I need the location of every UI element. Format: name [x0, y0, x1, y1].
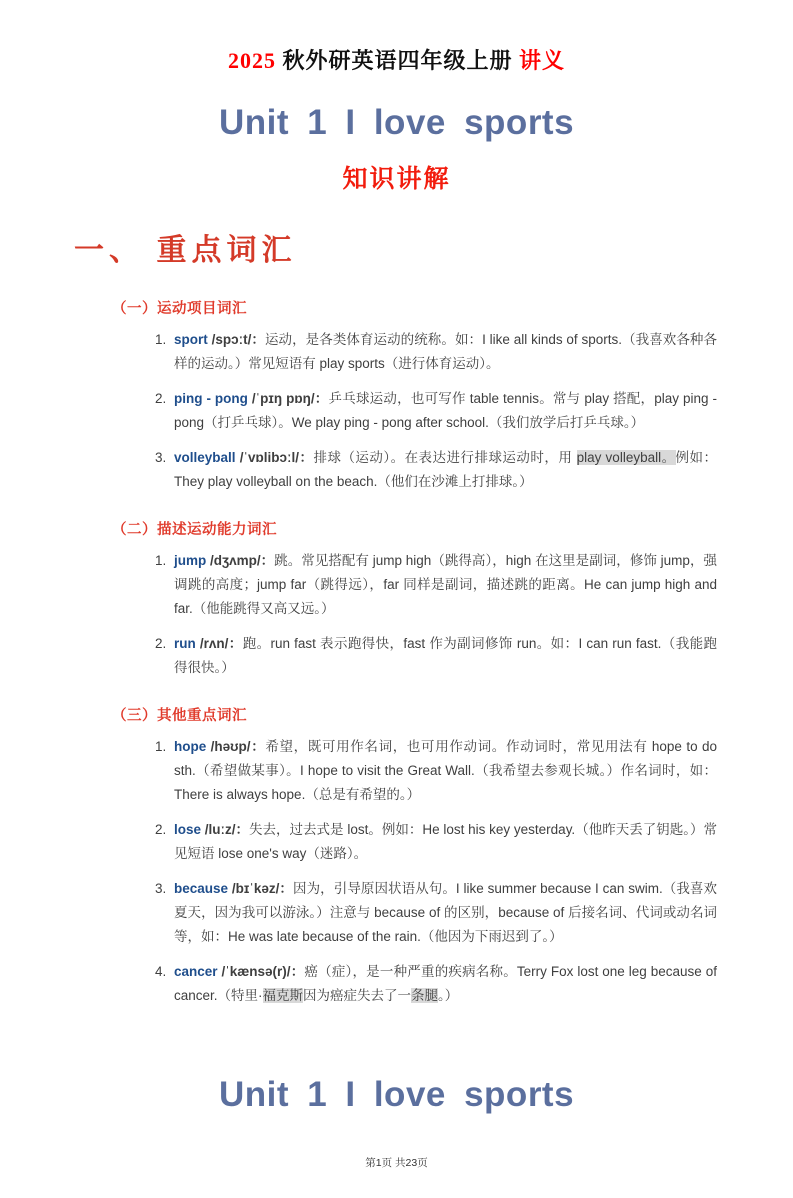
subsection-heading: （二）描述运动能力词汇	[112, 522, 277, 539]
body-text: 跑。run fast 表示跑得快，fast 作为副词修饰 run。如：I can run fast.（我能跑得很快。）	[174, 636, 717, 676]
knowledge-section-heading: 知识讲解	[342, 166, 451, 193]
body-text: 因为癌症失去了一	[303, 988, 412, 1004]
vocab-item-run	[170, 632, 719, 680]
vocab-phonetic: /həʊp/：	[206, 739, 266, 755]
body-text: 跳。常见搭配有 jump high（跳得高），high 在这里是副词，修饰 jump，强调跳的高度；jump far（跳得远），far 同样是副词，描述跳的距离。He can jump high and far.（他能跳得又高又远。）	[174, 553, 717, 617]
vocab-item-because	[170, 877, 719, 949]
unit-heading-bottom: Unit 1 I love sports	[218, 1075, 575, 1115]
body-text: 运动，是各类体育运动的统称。如：I like all kinds of sports.（我喜欢各种各样的运动。）常见短语有 play sports（进行体育运动）。	[174, 332, 717, 372]
vocab-list	[74, 328, 719, 494]
highlighted-text: 福克斯	[262, 988, 304, 1004]
vocab-word: sport	[174, 332, 208, 347]
vocab-list	[74, 549, 719, 680]
subsection-heading: （一）运动项目词汇	[112, 301, 247, 317]
vocab-phonetic: /luːz/：	[201, 822, 250, 838]
vocab-item-sport	[170, 328, 719, 376]
vocab-phonetic: /spɔːt/：	[207, 332, 265, 347]
unit-heading-top: Unit 1 I love sports	[218, 103, 575, 142]
vocab-word: volleyball	[174, 450, 236, 466]
doc-title-main: 秋外研英语四年级上册	[275, 48, 519, 73]
vocab-word: because	[174, 881, 229, 897]
vocab-item-ping-pong	[170, 387, 719, 435]
body-text: 因为，引导原因状语从句。I like summer because I can swim.（我喜欢夏天，因为我可以游泳。）注意与 because of 的区别，because of 后接名词、代词或动名词等，如：He was late because of the rain.（他因为下雨迟到了。）	[174, 881, 717, 945]
highlighted-text: play volleyball。	[576, 450, 676, 466]
doc-title	[74, 44, 719, 75]
body-text: 希望，既可用作名词，也可用作动词。作动词时，常见用法有 hope to do sth.（希望做某事）。I hope to visit the Great Wall.（我希望去参观长城。）作名词时，如：There is always hope.（总是有希望的。）	[174, 739, 718, 803]
body-text: 例如：They play volleyball on the beach.（他们在沙滩上打排球。）	[174, 450, 718, 490]
vocab-phonetic: /dʒʌmp/：	[206, 553, 275, 569]
body-text: 排球（运动）。在表达进行排球运动时，用	[313, 450, 577, 466]
body-text: 癌（症），是一种严重的疾病名称。Terry Fox lost one leg because of cancer.（特里·	[174, 964, 717, 1004]
vocab-word: hope	[174, 739, 207, 755]
vocab-word: run	[174, 636, 196, 652]
vocab-word: jump	[174, 553, 207, 569]
vocab-item-jump	[170, 549, 719, 621]
vocab-sections	[74, 273, 719, 1019]
doc-title-year: 2025	[227, 48, 276, 73]
page-number: 第1页 共23页	[365, 1157, 428, 1170]
vocab-list	[74, 735, 719, 1008]
vocab-phonetic: /ˈkænsə(r)/：	[217, 964, 305, 980]
vocab-item-volleyball	[170, 446, 719, 494]
vocab-item-cancer	[170, 960, 719, 1008]
body-text: 。）	[438, 988, 459, 1004]
subsection-heading: （三）其他重点词汇	[112, 708, 247, 725]
body-text: 失去，过去式是 lost。例如：He lost his key yesterday.（他昨天丢了钥匙。）常见短语 lose one's way（迷路）。	[174, 822, 717, 862]
vocab-word: cancer	[174, 964, 218, 980]
doc-title-suffix: 讲义	[519, 48, 566, 73]
vocab-word: ping - pong	[174, 391, 248, 407]
vocab-phonetic: /rʌn/：	[195, 636, 243, 652]
vocab-phonetic: /ˈpɪŋ pɒŋ/：	[247, 391, 329, 407]
vocab-item-hope	[170, 735, 719, 807]
highlighted-text: 条腿	[411, 988, 439, 1004]
main-section-heading: 一、 重点词汇	[74, 234, 297, 267]
vocab-item-lose	[170, 818, 719, 866]
vocab-phonetic: /ˈvɒlibɔːl/：	[235, 450, 314, 466]
body-text: 乒乓球运动，也可写作 table tennis。常与 play 搭配，play ping - pong（打乒乓球）。We play ping - pong after school.（我们放学后打乒乓球。）	[174, 391, 717, 431]
vocab-word: lose	[174, 822, 202, 838]
vocab-phonetic: /bɪˈkəz/：	[228, 881, 294, 897]
